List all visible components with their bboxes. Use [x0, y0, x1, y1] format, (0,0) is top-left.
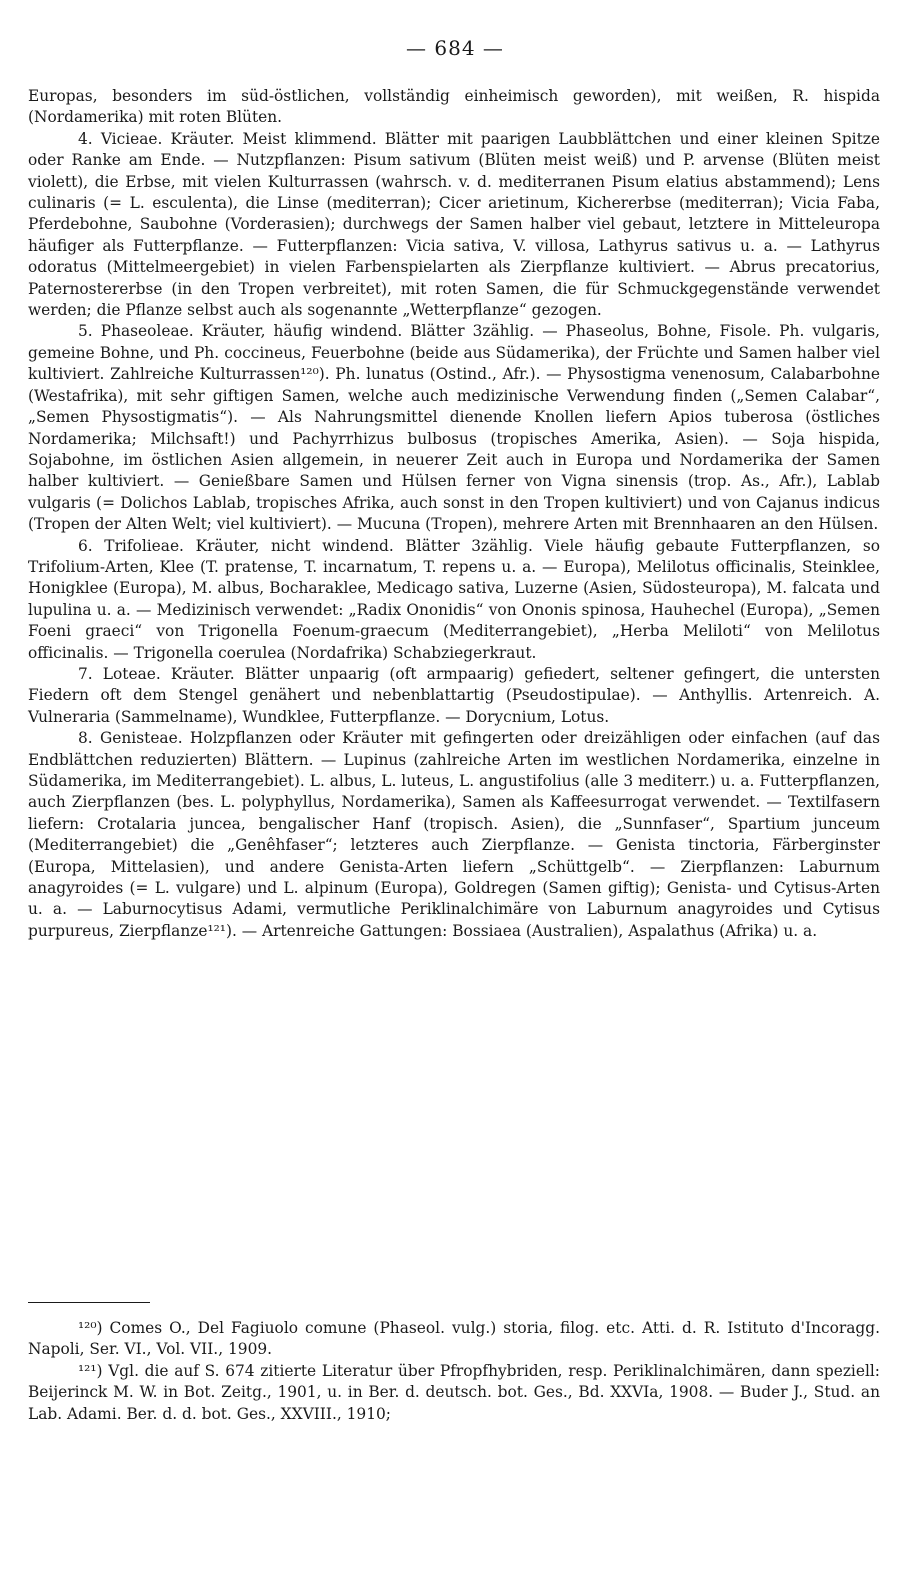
paragraph-trifolieae: 6. Trifolieae. Kräuter, nicht windend. Blätter 3zählig. Viele häufig gebaute Futterpflanzen, so Trifolium-Arten, Klee (T. pratense, T. incarnatum, T. repens u. a. — Europa), Melilotus officinalis, Steinklee, Honigklee (Europa), M. albus, Bocharaklee, Medicago sativa, Luzerne (Asien, Südosteuropa), M. falcata und lupulina u. a. — Medizinisch verwendet: „Radix Ononidis“ von Ononis spinosa, Hauhechel (Europa), „Semen Foeni graeci“ von Trigonella Foenum-graecum (Mediterrangebiet), „Herba Meliloti“ von Melilotus officinalis. — Trigonella coerulea (Nordafrika) Schabziegerkraut. [28, 536, 880, 662]
paragraph-loteae: 7. Loteae. Kräuter. Blätter unpaarig (oft armpaarig) gefiedert, seltener gefingert, die untersten Fiedern oft dem Stengel genähert und nebenblattartig (Pseudostipulae). — Anthyllis. Artenreich. A. Vulneraria (Sammelname), Wundklee, Futterpflanze. — Dorycnium, Lotus. [28, 664, 880, 726]
page-number: — 684 — [406, 36, 504, 60]
paragraph-vicieae: 4. Vicieae. Kräuter. Meist klimmend. Blätter mit paarigen Laubblättchen und einer kleinen Spitze oder Ranke am Ende. — Nutzpflanzen: Pisum sativum (Blüten meist weiß) und P. arvense (Blüten meist violett), die Erbse, mit vielen Kulturrassen (wahrsch. v. d. mediterranen Pisum elatius abstammend); Lens culinaris (= L. esculenta), die Linse (mediterran); Cicer arietinum, Kichererbse (mediterran); Vicia Faba, Pferdebohne, Saubohne (Vorderasien); durchwegs der Samen halber viel gebaut, letztere in Mitteleuropa häufiger als Futterpflanze. — Futterpflanzen: Vicia sativa, V. villosa, Lathyrus sativus u. a. — Lathyrus odoratus (Mittelmeergebiet) in vielen Farbenspielarten als Zierpflanze kultiviert. — Abrus precatorius, Paternostererbse (in den Tropen verbreitet), mit roten Samen, die für Schmuckgegenstände verwendet werden; die Pflanze selbst auch als sogenannte „Wetterpflanze“ gezogen. [28, 129, 880, 320]
paragraph-continuation: Europas, besonders im süd-östlichen, vollständig einheimisch geworden), mit weißen, R. hispida (Nordamerika) mit roten Blüten. [28, 87, 880, 127]
paragraph-genisteae: 8. Genisteae. Holzpflanzen oder Kräuter mit gefingerten oder dreizähligen oder einfachen (auf das Endblättchen reduzierten) Blättern. — Lupinus (zahlreiche Arten im westlichen Nordamerika, einzelne in Südamerika, im Mediterrangebiet). L. albus, L. luteus, L. angustifolius (alle 3 mediterr.) u. a. Futterpflanzen, auch Zierpflanzen (bes. L. polyphyllus, Nordamerika), Samen als Kaffeesurrogat verwendet. — Textilfasern liefern: Crotalaria juncea, bengalischer Hanf (tropisch. Asien), die „Sunnfaser“, Spartium junceum (Mediterrangebiet) die „Genêhfaser“; letzteres auch Zierpflanze. — Genista tinctoria, Färberginster (Europa, Mittelasien), und andere Genista-Arten liefern „Schüttgelb“. — Zierpflanzen: Laburnum anagyroides (= L. vulgare) und L. alpinum (Europa), Goldregen (Samen giftig); Genista- und Cytisus-Arten u. a. — Laburnocytisus Adami, vermutliche Periklinalchimäre von Laburnum anagyroides und Cytisus purpureus, Zierpflanze¹²¹). — Artenreiche Gattungen: Bossiaea (Australien), Aspalathus (Afrika) u. a. [28, 729, 880, 940]
paragraph-phaseoleae: 5. Phaseoleae. Kräuter, häufig windend. Blätter 3zählig. — Phaseolus, Bohne, Fisole. Ph. vulgaris, gemeine Bohne, und Ph. coccineus, Feuerbohne (beide aus Südamerika), der Früchte und Samen halber viel kultiviert. Zahlreiche Kulturrassen¹²⁰). Ph. lunatus (Ostind., Afr.). — Physostigma venenosum, Calabarbohne (Westafrika), mit sehr giftigen Samen, welche auch medizinische Verwendung finden („Semen Calabar“, „Semen Physostigmatis“). — Als Nahrungsmittel dienende Knollen liefern Apios tuberosa (östliches Nordamerika; Milchsaft!) und Pachyrrhizus bulbosus (tropisches Amerika, Asien). — Soja hispida, Sojabohne, im östlichen Asien allgemein, in neuerer Zeit auch in Europa und Nordamerika der Samen halber kultiviert. — Genießbare Samen und Hülsen ferner von Vigna sinensis (trop. As., Afr.), Lablab vulgaris (= Dolichos Lablab, tropisches Afrika, auch sonst in den Tropen kultiviert) und von Cajanus indicus (Tropen der Alten Welt; viel kultiviert). — Mucuna (Tropen), mehrere Arten mit Brennhaaren an den Hülsen. [28, 322, 880, 534]
footnote-121: ¹²¹) Vgl. die auf S. 674 zitierte Literatur über Pfropfhybriden, resp. Periklinalchimären, dann speziell: Beijerinck M. W. in Bot. Zeitg., 1901, u. in Ber. d. deutsch. bot. Ges., Bd. XXVIa, 1908. — Buder J., Stud. an Lab. Adami. Ber. d. d. bot. Ges., XXVIII., 1910; [28, 1361, 880, 1423]
footnotes [28, 1318, 880, 1425]
footnote-divider [28, 1302, 150, 1303]
main-text [28, 86, 880, 942]
footnote-120: ¹²⁰) Comes O., Del Fagiuolo comune (Phaseol. vulg.) storia, filog. etc. Atti. d. R. Istituto d'Incoragg. Napoli, Ser. VI., Vol. VII., 1909. [28, 1319, 880, 1359]
